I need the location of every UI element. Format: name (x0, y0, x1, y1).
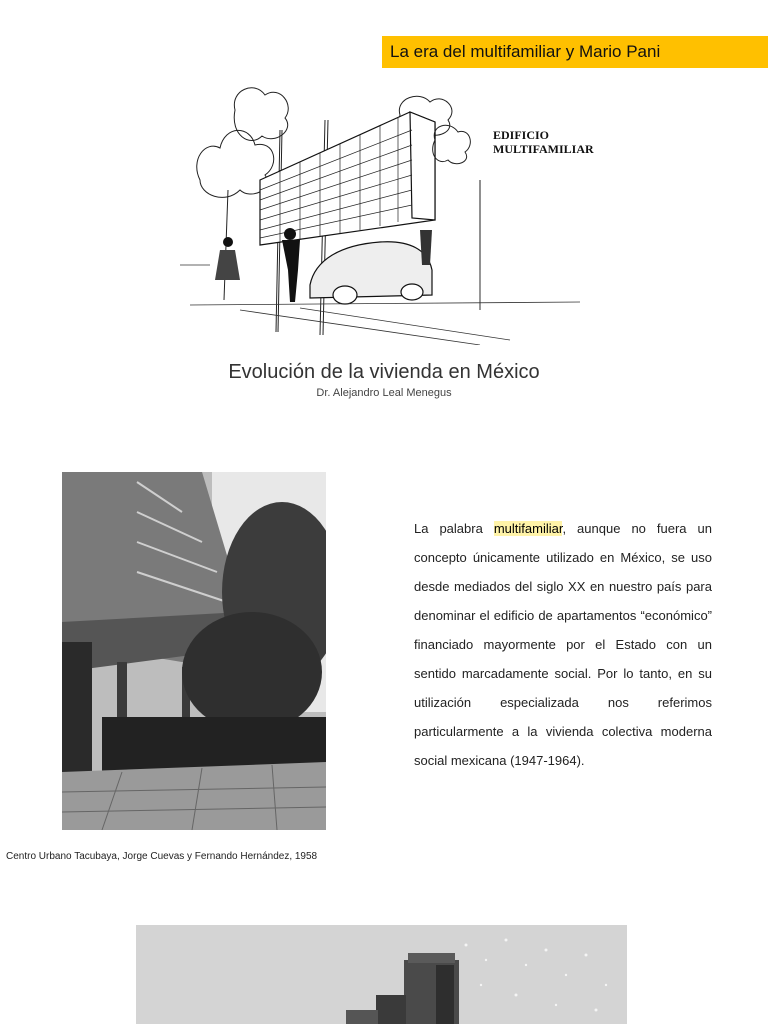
sketch-label (493, 128, 603, 156)
multifamiliar-sketch-illustration (180, 70, 590, 345)
sketch-label-line2: MULTIFAMILIAR (493, 142, 594, 156)
body-text-rest: , aunque no fuera un concepto únicamente utilizado en México, se uso desde mediados del siglo XX en nuestro país para denominar el edificio de apartamentos “económico” financiado mayormente por el Estado con un sentido marcadamente social. Por lo tanto, en su utilización especializada nos referimos particularmente a la vivienda colectiva moderna social mexicana (1947-1964). (414, 521, 712, 768)
body-paragraph (414, 514, 712, 775)
multifamiliar-building-photo (136, 925, 627, 1024)
centro-urbano-tacubaya-photo (62, 472, 326, 830)
document-title-text: Evolución de la vivienda en México (228, 361, 540, 383)
photo-caption: Centro Urbano Tacubaya, Jorge Cuevas y Fernando Hernández, 1958 (6, 851, 318, 862)
highlighted-keyword: multifamiliar (493, 521, 563, 536)
body-text-start: La palabra (414, 521, 494, 536)
document-author: Dr. Alejandro Leal Menegus (316, 387, 452, 399)
sketch-label-line1: EDIFICIO (493, 128, 550, 142)
section-title: La era del multifamiliar y Mario Pani (390, 42, 661, 61)
section-title-banner (382, 36, 768, 68)
document-title (0, 361, 768, 384)
